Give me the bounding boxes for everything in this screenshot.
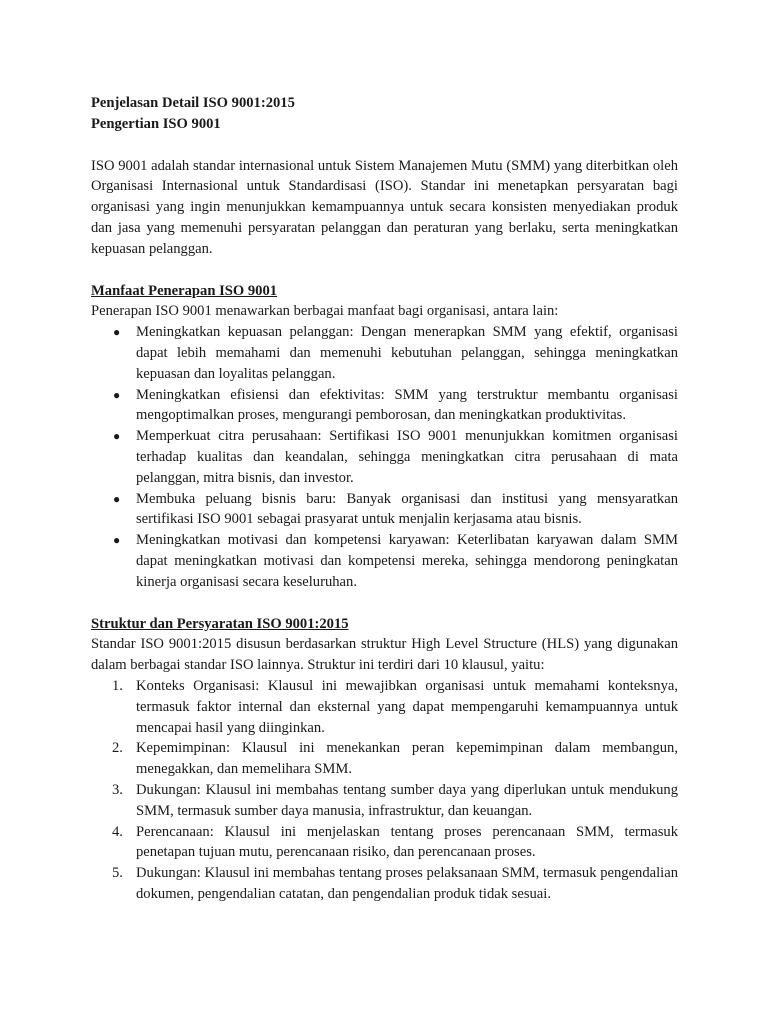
bullet-icon: ● bbox=[113, 491, 121, 506]
bullet-icon: ● bbox=[113, 387, 121, 402]
list-item-text: Meningkatkan kepuasan pelanggan: Dengan menerapkan SMM yang efektif, organisasi dapat lebih memahami dan memenuhi kebutuhan pelanggan, sehingga meningkatkan kepuasan dan loyalitas pelanggan. bbox=[136, 324, 678, 382]
list-item bbox=[91, 489, 678, 531]
bullet-icon: ● bbox=[113, 325, 121, 340]
list-item-text: Konteks Organisasi: Klausul ini mewajibkan organisasi untuk memahami konteksnya, termasuk faktor internal dan eksternal yang dapat mempengaruhi kemampuannya untuk mencapai hasil yang diinginkan. bbox=[136, 677, 678, 736]
list-number: 1. bbox=[112, 677, 123, 694]
bullet-icon: ● bbox=[113, 429, 121, 444]
intro-paragraph: ISO 9001 adalah standar internasional untuk Sistem Manajemen Mutu (SMM) yang diterbitkan oleh Organisasi Internasional untuk Standardisasi (ISO). Standar ini menetapkan persyaratan bagi organisasi yang ingin menunjukkan kemampuannya untuk secara konsisten menyediakan produk dan jasa yang memenuhi persyaratan pelanggan dan peraturan yang berlaku, serta meningkatkan kepuasan pelanggan. bbox=[91, 157, 678, 257]
list-number: 3. bbox=[112, 781, 123, 798]
spacer bbox=[91, 135, 678, 156]
list-item bbox=[91, 530, 678, 592]
list-item bbox=[91, 322, 678, 384]
list-item-text: Meningkatkan efisiensi dan efektivitas: SMM yang terstruktur membantu organisasi mengoptimalkan proses, mengurangi pemborosan, dan meningkatkan produktivitas. bbox=[136, 386, 678, 424]
spacer bbox=[91, 260, 678, 281]
clauses-list bbox=[91, 676, 678, 905]
list-item bbox=[91, 863, 678, 905]
list-item-text: Dukungan: Klausul ini membahas tentang sumber daya yang diperlukan untuk mendukung SMM, termasuk sumber daya manusia, infrastruktur, dan keuangan. bbox=[136, 781, 678, 819]
list-number: 4. bbox=[112, 823, 123, 840]
benefits-list bbox=[91, 322, 678, 592]
spacer bbox=[91, 593, 678, 614]
list-item bbox=[91, 780, 678, 822]
list-item bbox=[91, 426, 678, 488]
list-item-text: Meningkatkan motivasi dan kompetensi karyawan: Keterlibatan karyawan dalam SMM dapat meningkatkan motivasi dan kompetensi mereka, sehingga mendorong peningkatan kinerja organisasi secara keseluruhan. bbox=[136, 532, 678, 590]
structure-lead: Standar ISO 9001:2015 disusun berdasarkan struktur High Level Structure (HLS) yang digunakan dalam berbagai standar ISO lainnya. Struktur ini terdiri dari 10 klausul, yaitu: bbox=[91, 636, 678, 674]
section-title-pengertian: Pengertian ISO 9001 bbox=[91, 115, 221, 132]
document-title: Penjelasan Detail ISO 9001:2015 bbox=[91, 95, 295, 111]
list-item-text: Kepemimpinan: Klausul ini menekankan peran kepemimpinan dalam membangun, menegakkan, dan memelihara SMM. bbox=[136, 740, 678, 778]
structure-heading: Struktur dan Persyaratan ISO 9001:2015 bbox=[91, 615, 349, 632]
list-item-text: Membuka peluang bisnis baru: Banyak organisasi dan institusi yang mensyaratkan sertifikasi ISO 9001 sebagai prasyarat untuk menjalin kerjasama atau bisnis. bbox=[136, 490, 678, 528]
list-item bbox=[91, 822, 678, 864]
list-number: 5. bbox=[112, 865, 123, 882]
list-item-text: Dukungan: Klausul ini membahas tentang proses pelaksanaan SMM, termasuk pengendalian dokumen, pengendalian catatan, dan pengendalian produk tidak sesuai. bbox=[136, 865, 678, 902]
bullet-icon: ● bbox=[113, 533, 121, 548]
benefits-lead: Penerapan ISO 9001 menawarkan berbagai manfaat bagi organisasi, antara lain: bbox=[91, 303, 559, 320]
list-item-text: Perencanaan: Klausul ini menjelaskan tentang proses perencanaan SMM, termasuk penetapan tujuan mutu, perencanaan risiko, dan perencanaan proses. bbox=[136, 823, 678, 861]
list-item bbox=[91, 676, 678, 738]
list-item bbox=[91, 738, 678, 780]
list-item bbox=[91, 385, 678, 427]
list-item-text: Memperkuat citra perusahaan: Sertifikasi ISO 9001 menunjukkan komitmen organisasi terhadap kualitas dan keandalan, sehingga meningkatkan citra perusahaan di mata pelanggan, mitra bisnis, dan investor. bbox=[136, 428, 678, 486]
benefits-heading: Manfaat Penerapan ISO 9001 bbox=[91, 282, 278, 299]
list-number: 2. bbox=[112, 740, 123, 757]
